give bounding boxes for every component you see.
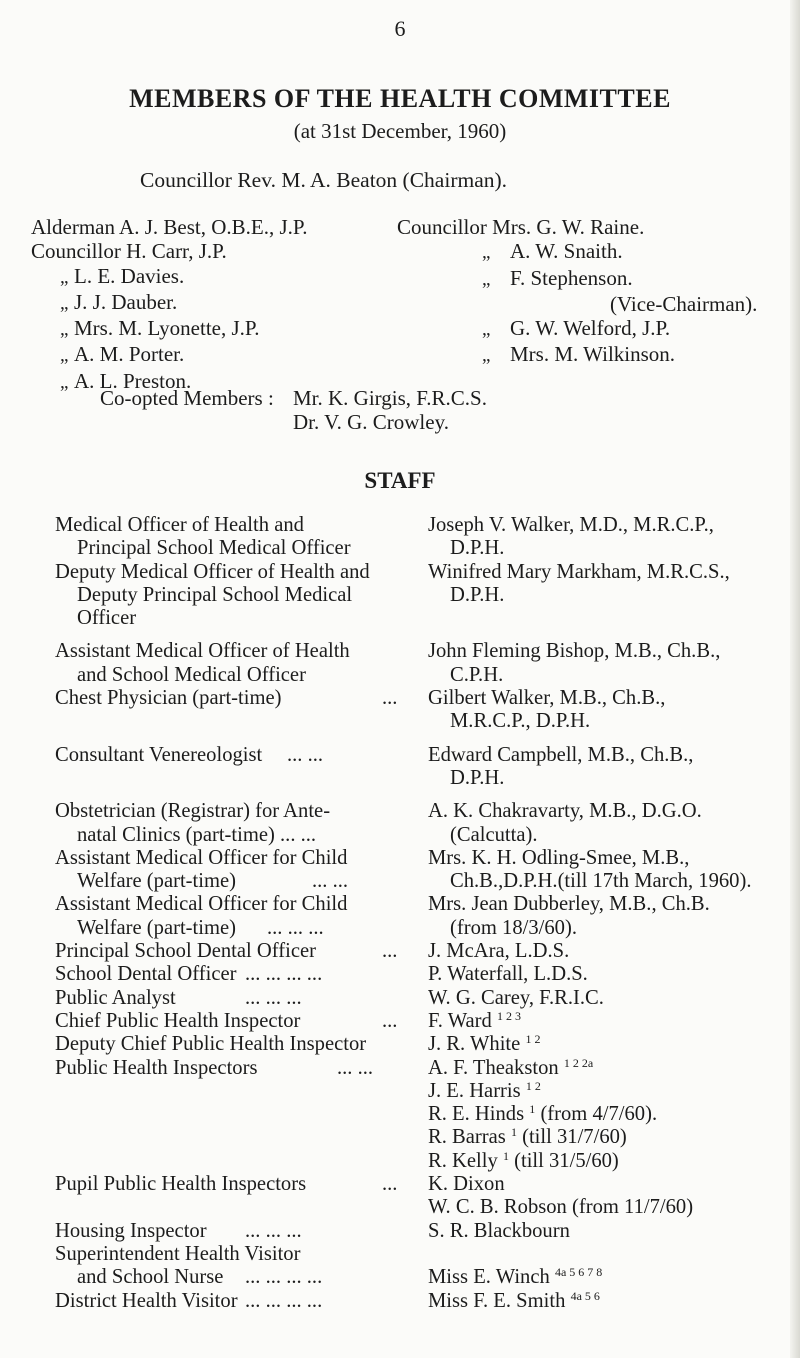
footnote-ref: 4a 5 6 7 8 [554,1265,603,1280]
staff-name: S. R. Blackbourn [428,1219,570,1242]
staff-entry [55,687,765,734]
footnote-ref: 1 2 3 [496,1008,521,1023]
staff-name: M.R.C.P., D.P.H. [450,710,591,733]
staff-entry [55,987,765,1010]
committee-member: „ Mrs. M. Lyonette, J.P. [31,316,308,342]
staff-entry [55,1173,765,1220]
staff-role: Deputy Chief Public Health Inspector [55,1033,367,1056]
staff-entry [55,1057,765,1173]
leader-dots: ... ... [287,743,324,766]
committee-left-column [31,215,308,395]
staff-role: Chest Physician (part-time) [55,687,282,710]
committee-member: „ G. W. Welford, J.P. [397,316,757,342]
staff-name: W. G. Carey, F.R.I.C. [428,986,604,1009]
staff-entry [55,640,765,687]
staff-role: Chief Public Health Inspector ... [55,1009,398,1032]
staff-name: D.P.H. [450,537,505,560]
staff-name: A. F. Theakston $^{1 2 2a}$ [428,1055,594,1079]
staff-name: ... ... Edward Campbell, M.B., Ch.B., [287,743,694,766]
staff-role: District Health Visitor ... ... ... ... [55,1289,323,1312]
staff-entry [55,514,765,561]
vice-chairman-note: (Vice-Chairman). [610,291,758,316]
leader-dots: ... ... [337,1056,374,1079]
staff-name: D.P.H. [450,583,505,606]
staff-role: Welfare (part-time) ... ... [77,870,349,893]
staff-entry [55,1010,765,1033]
staff-name: A. K. Chakravarty, M.B., D.G.O. [428,800,702,823]
staff-name: C.P.H. [450,663,504,686]
staff-name: Joseph V. Walker, M.D., M.R.C.P., [428,514,714,536]
staff-role: Assistant Medical Officer for Child [55,846,348,869]
footnote-ref: 1 2 [525,1078,541,1093]
staff-name: F. Ward $^{1 2 3}$ [428,1008,521,1032]
staff-role: Superintendent Health Visitor [55,1242,301,1265]
committee-member: „ J. J. Dauber. [31,290,308,316]
leader-dots: ... ... ... ... [245,963,323,986]
committee-member: „ Mrs. M. Wilkinson. [397,342,757,368]
chairman-line: Councillor Rev. M. A. Beaton (Chairman). [140,168,508,192]
footnote-ref: 1 [510,1125,517,1140]
page-number: 6 [394,16,406,41]
staff-name: R. Barras $^1$ (till 31/7/60) [428,1125,627,1149]
footnote-ref: 4a 5 6 [570,1288,600,1303]
staff-entry [55,940,765,963]
staff-name: Mrs. K. H. Odling-Smee, M.B., [428,846,690,869]
staff-name: Mrs. Jean Dubberley, M.B., Ch.B. [428,893,710,916]
staff-role: and School Nurse ... ... ... ... [77,1266,323,1289]
staff-role: Pupil Public Health Inspectors ... [55,1173,398,1196]
leader-dots: ... ... ... ... [245,1289,323,1312]
staff-role: School Dental Officer ... ... ... ... [55,963,323,986]
staff-entry [55,1243,765,1290]
leader-dots: ... [382,940,398,963]
leader-dots: ... [382,1173,398,1196]
staff-role: Obstetrician (Registrar) for Ante- [55,800,331,823]
leader-dots: ... ... ... [245,986,302,1009]
staff-role: Principal School Medical Officer [77,537,351,560]
staff-role: Assistant Medical Officer for Child [55,893,348,916]
staff-name: (from 18/3/60). [450,916,577,939]
staff-name: John Fleming Bishop, M.B., Ch.B., [428,640,721,663]
page-title: MEMBERS OF THE HEALTH COMMITTEE [129,84,671,113]
staff-role: Deputy Principal School Medical [77,583,353,606]
staff-entry [55,561,765,631]
staff-name: J. McAra, L.D.S. [428,940,570,963]
ditto-mark: „ [60,319,69,341]
staff-name: (Calcutta). [450,823,538,846]
staff-name: Miss F. E. Smith $^{4a 5 6}$ [428,1288,600,1312]
staff-role: Assistant Medical Officer of Health [55,640,350,663]
committee-member: „ A. L. Preston. [31,369,308,395]
staff-name: D.P.H. [450,766,505,789]
staff-role: Principal School Dental Officer ... [55,940,398,963]
staff-entry [55,1033,765,1056]
staff-role: Officer [77,607,137,630]
page-edge-shadow [790,0,800,1358]
staff-name: J. E. Harris $^{1 2}$ [428,1078,541,1102]
staff-entry [55,744,765,791]
leader-dots: ... [382,1009,398,1032]
staff-entry [55,893,765,940]
footnote-ref: 1 [529,1102,536,1117]
staff-name: R. E. Hinds $^1$ (from 4/7/60). [428,1102,658,1126]
staff-entry [55,963,765,986]
staff-name: P. Waterfall, L.D.S. [428,963,588,986]
staff-entry [55,800,765,847]
staff-name: Winifred Mary Markham, M.R.C.S., [428,560,730,583]
staff-entry [55,1220,765,1243]
coopted-member: Mr. K. Girgis, F.R.C.S. [293,386,487,410]
ditto-mark: „ [60,345,69,367]
staff-role: Medical Officer of Health and [55,514,304,536]
leader-dots: ... ... [280,823,317,846]
leader-dots: ... ... ... [267,916,324,939]
staff-entry [55,1290,765,1313]
committee-member: Councillor H. Carr, J.P. [31,239,227,264]
committee-member: „ A. M. Porter. [31,342,308,368]
leader-dots: ... ... [312,870,349,893]
staff-role: Public Health Inspectors ... ... [55,1056,374,1079]
staff-entry [55,847,765,894]
committee-member: „ A. W. Snaith. [397,239,757,265]
ditto-mark: „ [482,242,491,264]
ditto-mark: „ [60,266,69,288]
committee-member: Alderman A. J. Best, O.B.E., J.P. [31,215,308,239]
ditto-mark: „ [482,345,491,367]
coopted-members [293,386,487,435]
staff-role: and School Medical Officer [77,663,306,686]
staff-role: Housing Inspector ... ... ... [55,1219,302,1242]
staff-name: ... Gilbert Walker, M.B., Ch.B., [382,687,666,710]
footnote-ref: 1 2 [525,1032,541,1047]
committee-member: „ F. Stephenson. [397,266,757,292]
staff-role: Consultant Venereologist [55,743,263,766]
leader-dots: ... ... ... ... [245,1266,323,1289]
staff-role: Deputy Medical Officer of Health and [55,560,370,583]
ditto-mark: „ [482,268,491,290]
ditto-mark: „ [60,292,69,314]
leader-dots: ... [382,687,398,710]
staff-heading: STAFF [364,468,436,493]
committee-member: Councillor Mrs. G. W. Raine. [397,215,645,239]
ditto-mark: „ [60,371,69,393]
staff-name: K. Dixon [428,1173,505,1196]
committee-member: „ L. E. Davies. [31,264,308,290]
coopted-label: Co-opted Members : [100,386,274,410]
staff-name: J. R. White $^{1 2}$ [428,1032,541,1056]
footnote-ref: 1 2 2a [563,1055,594,1070]
ditto-mark: „ [482,319,491,341]
staff-name: Miss E. Winch $^{4a 5 6 7 8}$ [428,1265,603,1289]
footnote-ref: 1 [502,1148,509,1163]
staff-role: Public Analyst ... ... ... [55,986,302,1009]
committee-right-column [397,215,757,369]
page-subtitle: (at 31st December, 1960) [293,119,507,143]
staff-list [55,514,765,1313]
staff-name: W. C. B. Robson (from 11/7/60) [428,1196,694,1219]
coopted-member: Dr. V. G. Crowley. [293,410,449,435]
staff-role: Welfare (part-time) ... ... ... [77,916,324,939]
staff-name: Ch.B.,D.P.H.(till 17th March, 1960). [450,870,752,893]
staff-role: natal Clinics (part-time) ... ... [77,823,317,846]
leader-dots: ... ... ... [245,1219,302,1242]
staff-name: R. Kelly $^1$ (till 31/5/60) [428,1148,619,1172]
